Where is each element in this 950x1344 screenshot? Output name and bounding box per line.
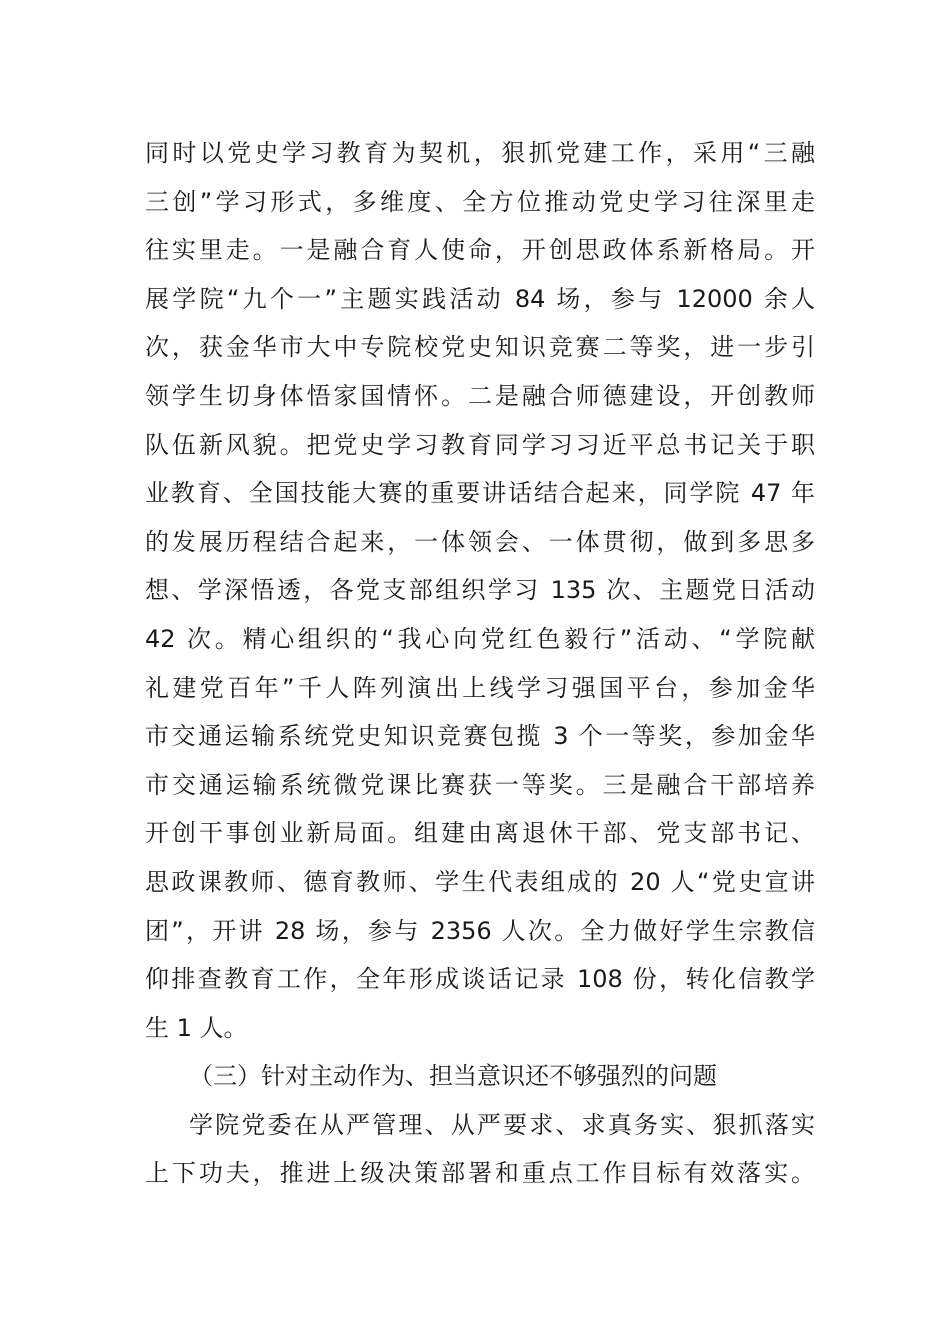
text-line: 学院党委在从严管理、从严要求、求真务实、狠抓落实 — [189, 1110, 815, 1139]
text-line: 展学院“九个一”主题实践活动 84 场，参与 12000 余人 — [145, 284, 815, 313]
text-line: 生 1 人。 — [145, 1013, 248, 1042]
text-line: 三创”学习形式，多维度、全方位推动党史学习往深里走 — [145, 187, 815, 216]
text-line: 礼建党百年”千人阵列演出上线学习强国平台，参加金华 — [145, 673, 815, 702]
text-line: 开创干事创业新局面。组建由离退休干部、党支部书记、 — [145, 819, 815, 848]
text-line: 往实里走。一是融合育人使命，开创思政体系新格局。开 — [145, 236, 815, 265]
text-line: 次，获金华市大中专院校党史知识竞赛二等奖，进一步引 — [145, 333, 815, 362]
text-line: 队伍新风貌。把党史学习教育同学习习近平总书记关于职 — [145, 430, 815, 459]
text-line: 市交通运输系统微党课比赛获一等奖。三是融合干部培养 — [145, 770, 815, 799]
text-line: 领学生切身体悟家国情怀。二是融合师德建设，开创教师 — [145, 381, 815, 410]
text-line: 市交通运输系统党史知识竞赛包揽 3 个一等奖，参加金华 — [145, 722, 815, 751]
text-line: 团”，开讲 28 场，参与 2356 人次。全力做好学生宗教信 — [145, 916, 815, 945]
section-heading: （三）针对主动作为、担当意识还不够强烈的问题 — [189, 1062, 717, 1091]
body-text — [145, 129, 815, 1198]
text-line: 仰排查教育工作，全年形成谈话记录 108 份，转化信教学 — [145, 965, 815, 994]
text-line: 同时以党史学习教育为契机，狠抓党建工作，采用“三融 — [145, 139, 815, 167]
text-line: 上下功夫，推进上级决策部署和重点工作目标有效落实。 — [145, 1159, 815, 1188]
text-line: 业教育、全国技能大赛的重要讲话结合起来，同学院 47 年 — [145, 479, 815, 508]
text-line: 的发展历程结合起来，一体领会、一体贯彻，做到多思多 — [145, 527, 815, 556]
text-line: 42 次。精心组织的“我心向党红色毅行”活动、“学院献 — [145, 624, 815, 653]
text-line: 思政课教师、德育教师、学生代表组成的 20 人“党史宣讲 — [145, 867, 815, 896]
text-line: 想、学深悟透，各党支部组织学习 135 次、主题党日活动 — [145, 576, 815, 605]
